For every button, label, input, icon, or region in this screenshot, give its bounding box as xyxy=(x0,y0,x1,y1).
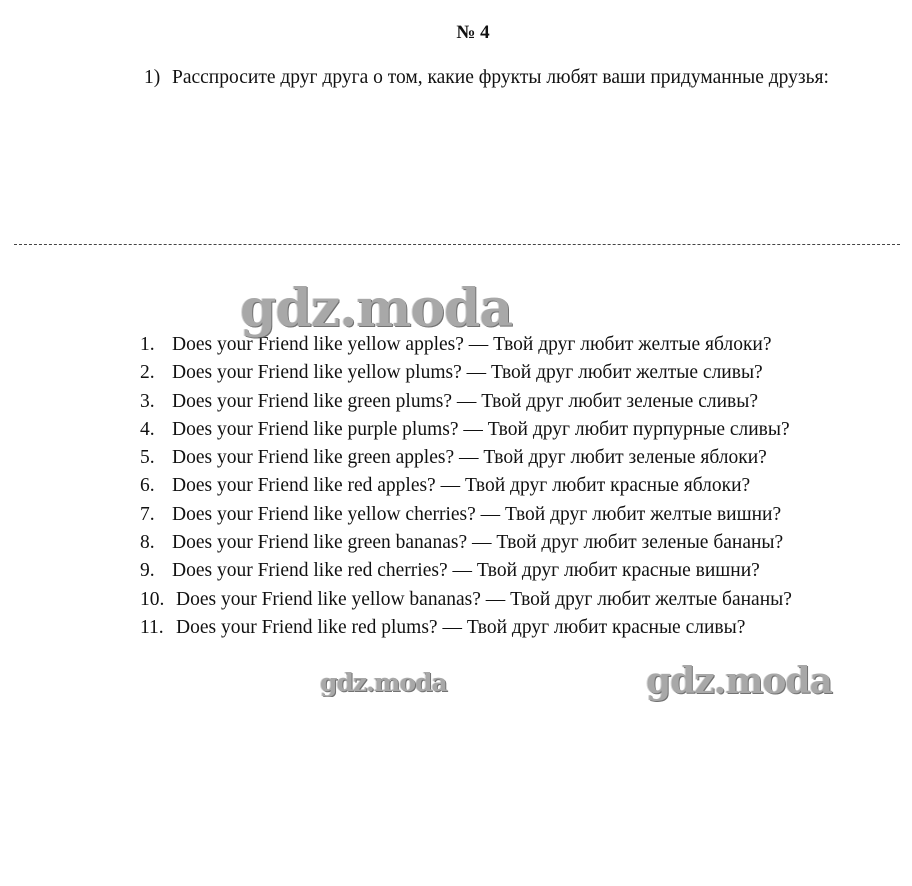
dashed-divider xyxy=(14,244,900,245)
list-item-number: 1. xyxy=(140,334,155,355)
list-item-text: Does your Friend like green apples? — Твой друг любит зеленые яблоки? xyxy=(172,447,767,469)
watermark-logo: gdz.moda xyxy=(240,278,513,339)
task-instruction xyxy=(144,64,844,93)
list-item-text: Does your Friend like red plums? — Твой друг любит красные сливы? xyxy=(176,616,746,638)
list-item-text: Does your Friend like green bananas? — Твой друг любит зеленые бананы? xyxy=(172,532,784,554)
list-item-number: 6. xyxy=(140,475,155,497)
list-item xyxy=(140,529,840,557)
task-number: 1) xyxy=(144,67,161,88)
list-item xyxy=(140,614,840,642)
list-item-text: Does your Friend like yellow cherries? — Твой друг любит желтые вишни? xyxy=(172,503,782,525)
watermark-logo: gdz.moda xyxy=(646,660,832,702)
list-item xyxy=(140,359,840,387)
answer-list xyxy=(140,331,840,642)
list-item-number: 10. xyxy=(140,588,165,610)
page-title: № 4 xyxy=(456,22,490,43)
list-item xyxy=(140,416,840,444)
list-item xyxy=(140,501,840,529)
list-item xyxy=(140,472,840,500)
watermark-logo: gdz.moda xyxy=(320,668,447,697)
list-item xyxy=(140,388,840,416)
list-item-text: Does your Friend like purple plums? — Твой друг любит пурпурные сливы? xyxy=(172,418,790,440)
list-item-number: 8. xyxy=(140,532,155,554)
list-item-number: 2. xyxy=(140,362,155,384)
list-item-number: 5. xyxy=(140,447,155,469)
list-item xyxy=(140,444,840,472)
list-item-number: 3. xyxy=(140,390,155,412)
list-item-number: 7. xyxy=(140,503,155,525)
list-item-number: 11. xyxy=(140,616,164,638)
list-item-text: Does your Friend like yellow apples? — Твой друг любит желтые яблоки? xyxy=(172,334,772,355)
list-item-number: 9. xyxy=(140,560,155,582)
task-text: Расспросите друг друга о том, какие фрукты любят ваши придуманные друзья: xyxy=(172,67,829,88)
list-item xyxy=(140,557,840,585)
list-item-text: Does your Friend like red cherries? — Твой друг любит красные вишни? xyxy=(172,560,760,582)
list-item xyxy=(140,586,840,614)
list-item-number: 4. xyxy=(140,418,155,440)
list-item-text: Does your Friend like red apples? — Твой друг любит красные яблоки? xyxy=(172,475,751,497)
list-item-text: Does your Friend like green plums? — Твой друг любит зеленые сливы? xyxy=(172,390,758,412)
list-item-text: Does your Friend like yellow plums? — Твой друг любит желтые сливы? xyxy=(172,362,763,384)
list-item-text: Does your Friend like yellow bananas? — Твой друг любит желтые бананы? xyxy=(176,588,792,610)
